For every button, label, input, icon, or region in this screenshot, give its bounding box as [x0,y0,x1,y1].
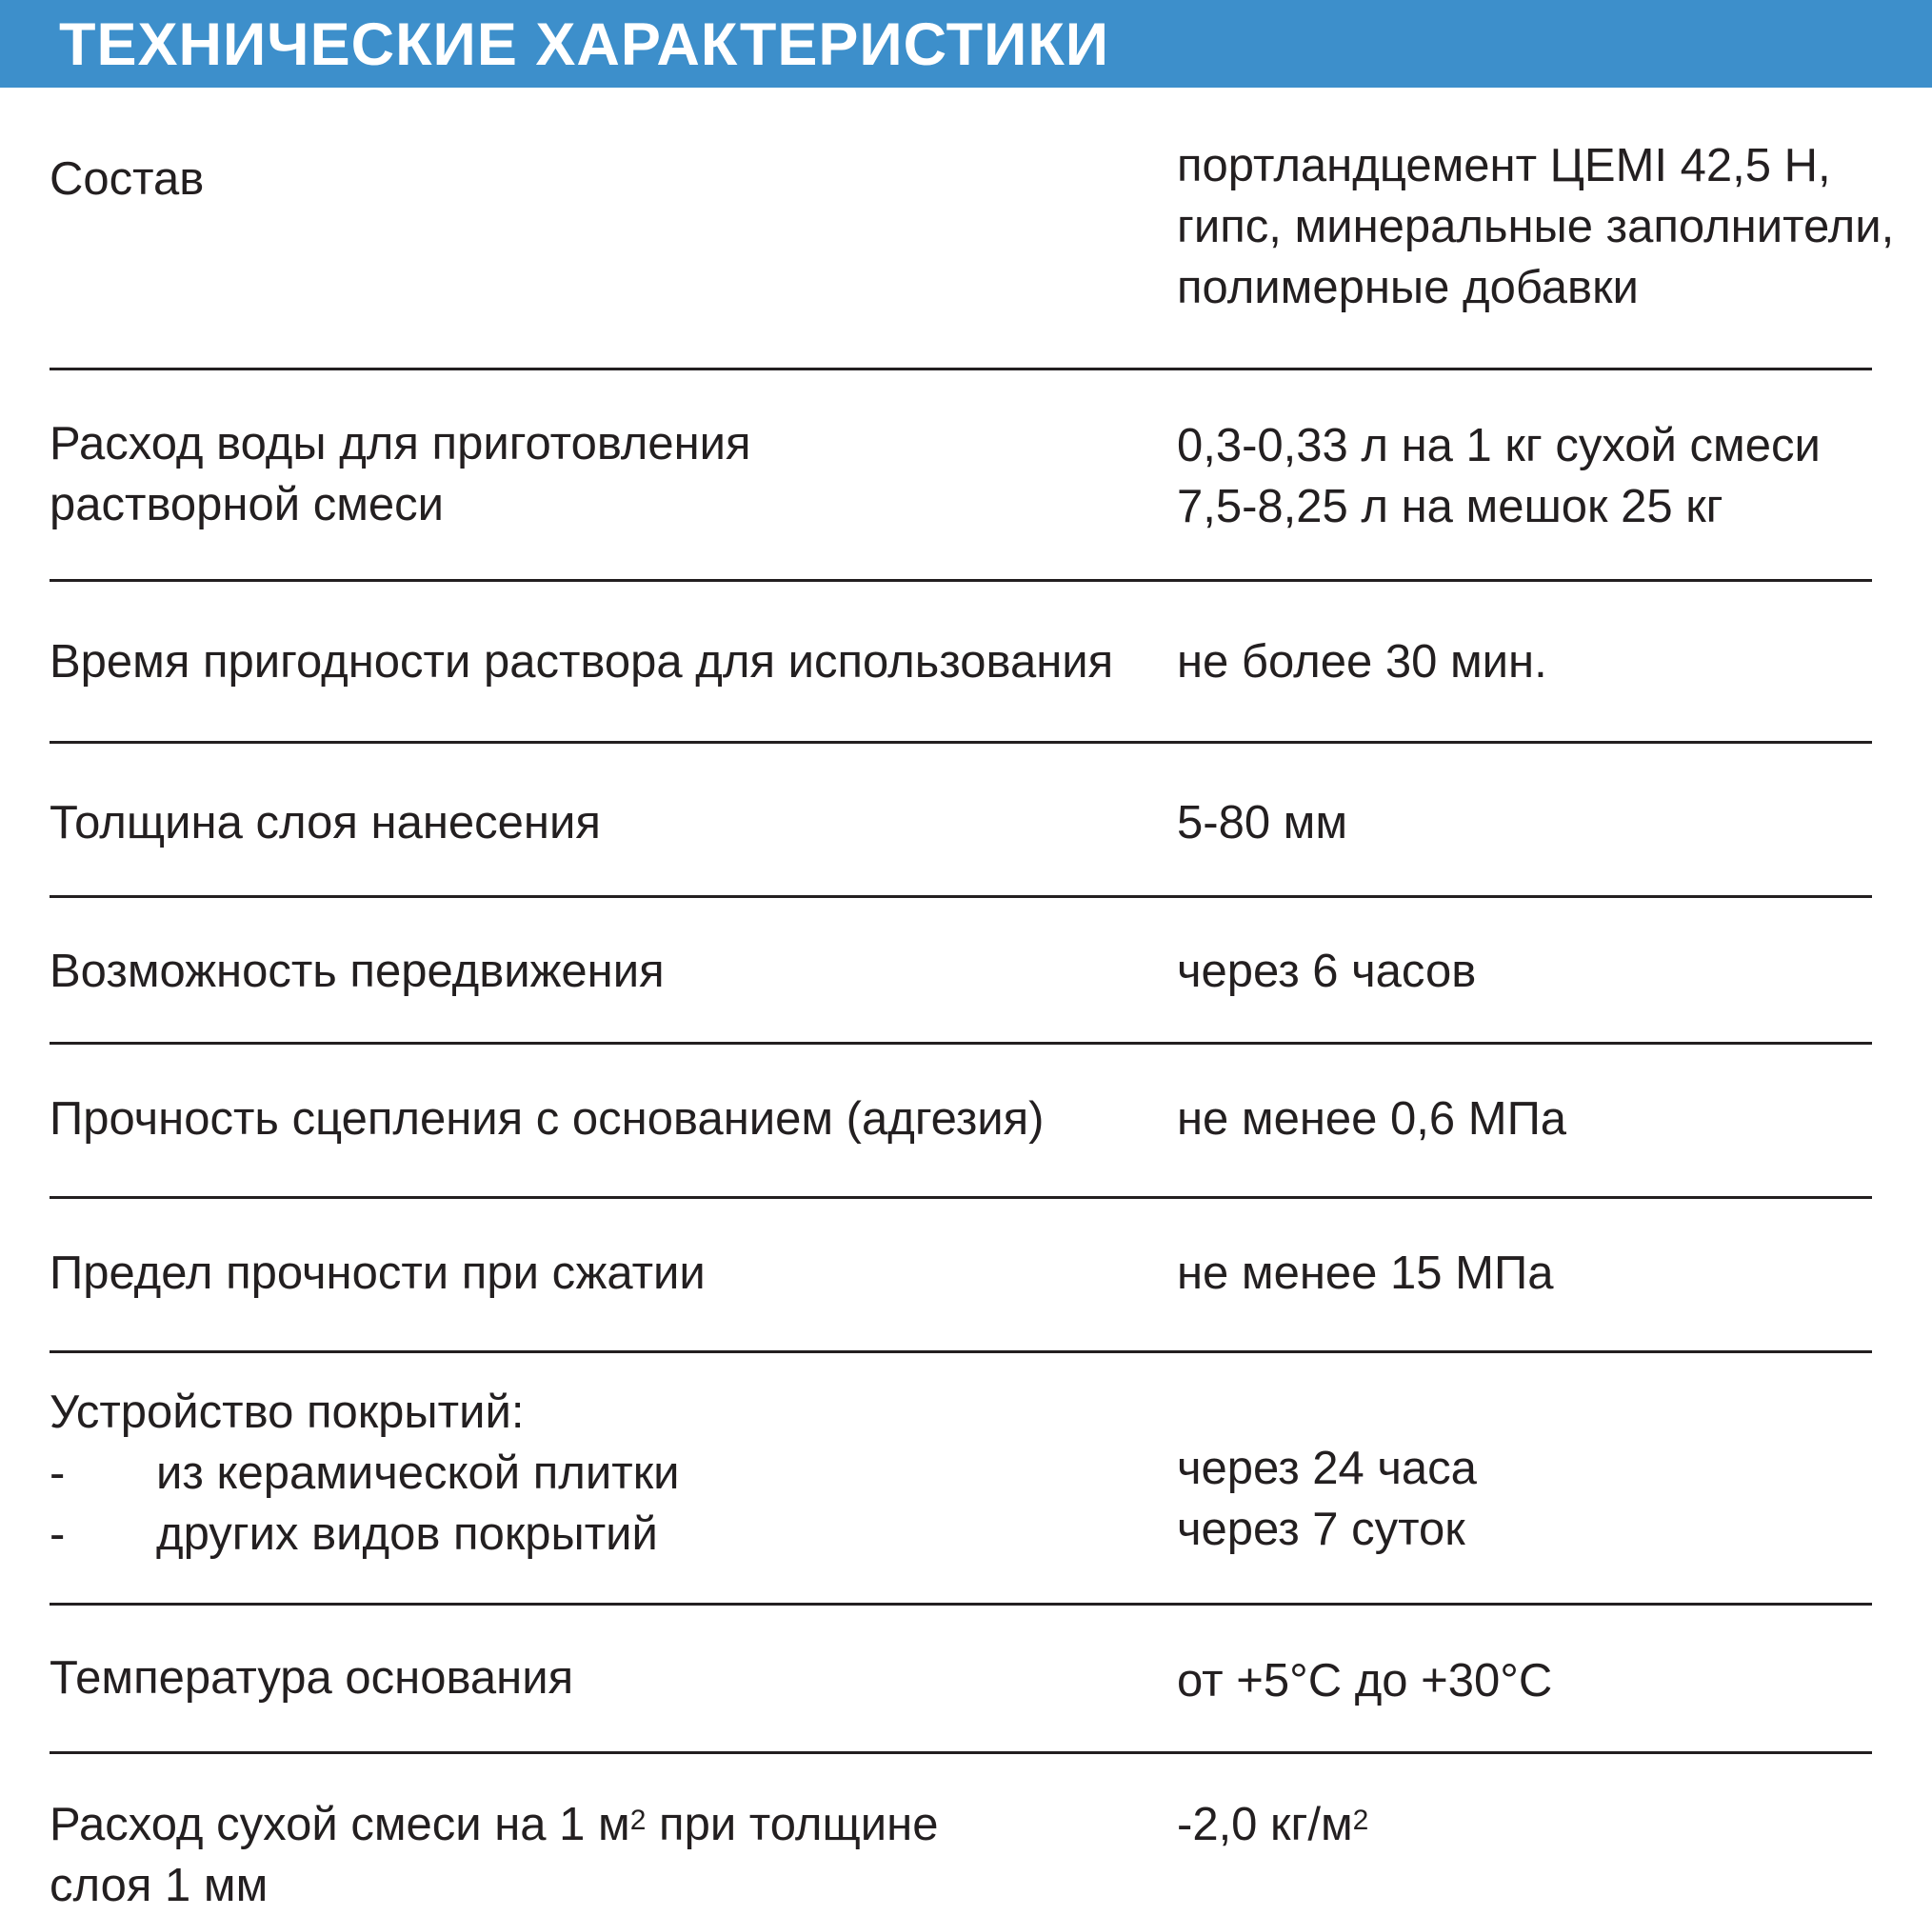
spec-label: Прочность сцепления с основанием (адгезия) [50,1093,1045,1145]
row-divider [50,1350,1872,1353]
spec-label: Температура основания [50,1652,574,1704]
spec-value: не более 30 мин. [1177,636,1547,688]
row-divider [50,1042,1872,1045]
spec-value: от +5°С до +30°С [1177,1655,1553,1706]
spec-label: Устройство покрытий: - из керамической плитки - других видов покрытий [50,1382,680,1565]
row-divider [50,895,1872,898]
row-divider [50,579,1872,582]
spec-value: не менее 0,6 МПа [1177,1093,1567,1145]
row-divider [50,741,1872,744]
row-divider [50,1603,1872,1606]
bullet-dash: - [50,1508,66,1560]
header-bar [0,0,1932,88]
spec-label: Состав [50,153,205,205]
spec-label: Время пригодности раствора для использования [50,636,1114,688]
spec-value: через 6 часов [1177,946,1477,997]
spec-label: Предел прочности при сжатии [50,1247,706,1299]
spec-value: через 24 часа через 7 суток [1177,1443,1477,1555]
row-divider [50,1196,1872,1199]
spec-value: портландцемент ЦЕМI 42,5 Н, гипс, минеральные заполнители, полимерные добавки [1177,140,1895,313]
spec-value: -2,0 $кг/м^2$ [1177,1799,1369,1850]
spec-label: Расход воды для приготовления растворной смеси [50,418,751,530]
list-item: - других видов покрытий [50,1504,680,1565]
spec-value: 5-80 мм [1177,797,1348,848]
spec-value: не менее 15 МПа [1177,1247,1554,1299]
row-divider [50,1751,1872,1754]
spec-label: Толщина слоя нанесения [50,797,601,848]
spec-label: Возможность передвижения [50,946,665,997]
bullet-dash: - [50,1447,66,1499]
spec-value: 0,3-0,33 л на 1 кг сухой смеси 7,5-8,25 л на мешок 25 кг [1177,420,1821,532]
page-title: ТЕХНИЧЕСКИЕ ХАРАКТЕРИСТИКИ [59,11,1110,78]
list-item: - из керамической плитки [50,1443,680,1504]
spec-label: Расход сухой смеси на 1 $м^2$ при толщине слоя 1 мм [50,1799,939,1911]
row-divider [50,368,1872,370]
